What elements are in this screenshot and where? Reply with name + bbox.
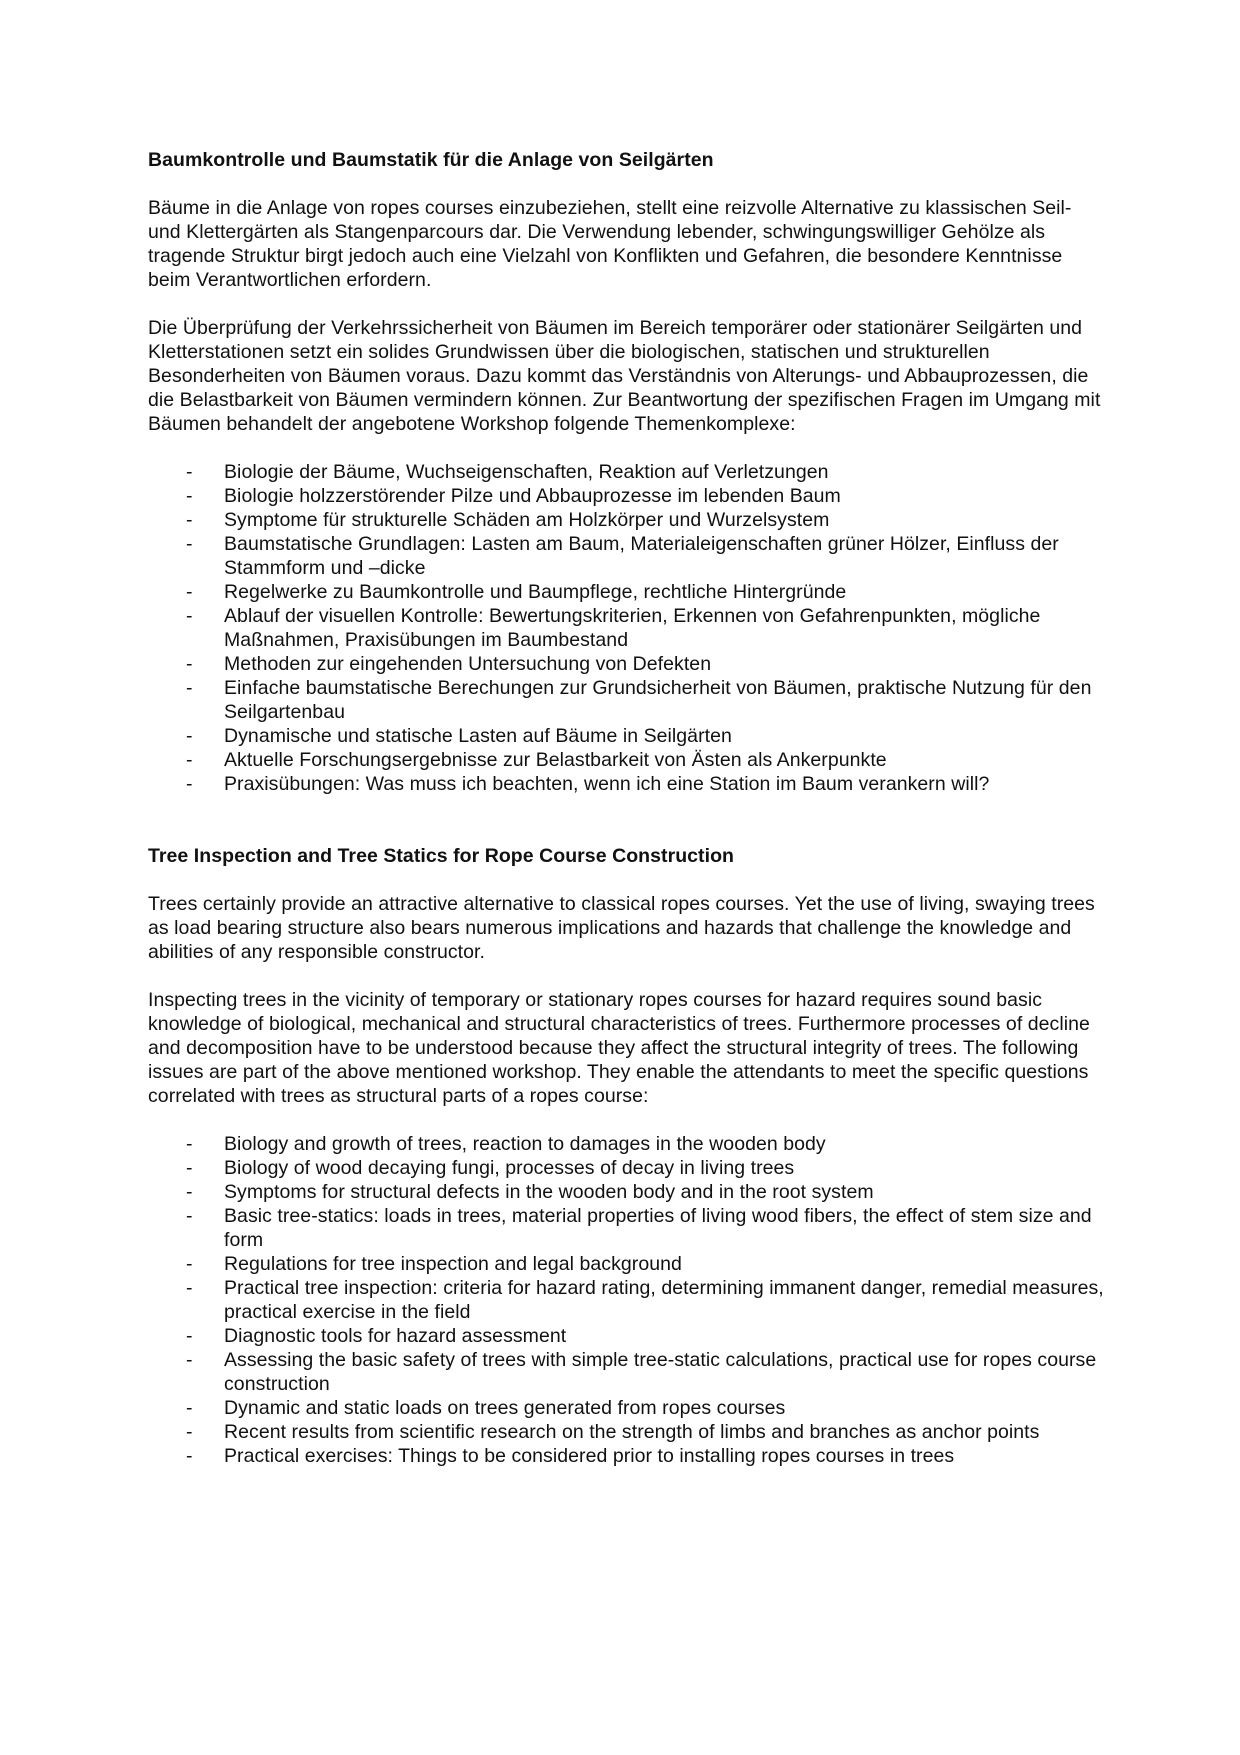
list-item-text: Regelwerke zu Baumkontrolle und Baumpflege, rechtliche Hintergründe (224, 581, 847, 603)
list-item (148, 1132, 1108, 1156)
list-item-text: Biology and growth of trees, reaction to damages in the wooden body (224, 1133, 826, 1155)
bullet-dash: - (186, 1181, 193, 1203)
list-item (148, 532, 1108, 580)
bullet-dash: - (186, 1349, 193, 1371)
list-item (148, 1420, 1108, 1444)
bullet-dash: - (186, 677, 193, 699)
list-item-text: Ablauf der visuellen Kontrolle: Bewertungskriterien, Erkennen von Gefahrenpunkten, mögliche Maßnahmen, Praxisübungen im Baumbestand (224, 605, 1041, 651)
bullet-dash: - (186, 1397, 193, 1419)
bullet-dash: - (186, 509, 193, 531)
bullet-dash: - (186, 485, 193, 507)
bullet-list-german (148, 460, 1108, 796)
list-item (148, 580, 1108, 604)
list-item-text: Assessing the basic safety of trees with simple tree-static calculations, practical use for ropes course construction (224, 1349, 1097, 1395)
list-item (148, 724, 1108, 748)
document-page (148, 148, 1108, 1468)
bullet-dash: - (186, 533, 193, 555)
paragraph-german-details: Die Überprüfung der Verkehrssicherheit von Bäumen im Bereich temporärer oder stationärer Seilgärten und Kletterstationen setzt ein solides Grundwissen über die biologischen, statischen und strukturellen Besonderheiten von Bäumen voraus. Dazu kommt das Verständnis von Alterungs- und Abbauprozessen, die die Belastbarkeit von Bäumen vermindern können. Zur Beantwortung der spezifischen Fragen im Umgang mit Bäumen behandelt der angebotene Workshop folgende Themenkomplexe: (148, 317, 1101, 435)
list-item (148, 652, 1108, 676)
bullet-dash: - (186, 1133, 193, 1155)
list-item (148, 748, 1108, 772)
list-item-text: Dynamische und statische Lasten auf Bäume in Seilgärten (224, 725, 732, 747)
list-item-text: Symptome für strukturelle Schäden am Holzkörper und Wurzelsystem (224, 509, 830, 531)
bullet-dash: - (186, 1421, 193, 1443)
list-item (148, 1156, 1108, 1180)
bullet-dash: - (186, 1205, 193, 1227)
list-item (148, 460, 1108, 484)
list-item-text: Practical exercises: Things to be considered prior to installing ropes courses in trees (224, 1445, 955, 1467)
list-item-text: Dynamic and static loads on trees generated from ropes courses (224, 1397, 786, 1419)
list-item-text: Einfache baumstatische Berechungen zur Grundsicherheit von Bäumen, praktische Nutzung für den Seilgartenbau (224, 677, 1092, 723)
list-item-text: Praxisübungen: Was muss ich beachten, wenn ich eine Station im Baum verankern will? (224, 773, 990, 795)
list-item (148, 484, 1108, 508)
list-item (148, 1348, 1108, 1396)
bullet-list-english (148, 1132, 1108, 1468)
list-item-text: Practical tree inspection: criteria for hazard rating, determining immanent danger, remedial measures, practical exercise in the field (224, 1277, 1104, 1323)
list-item-text: Diagnostic tools for hazard assessment (224, 1325, 567, 1347)
bullet-dash: - (186, 773, 193, 795)
bullet-dash: - (186, 605, 193, 627)
list-item-text: Biologie der Bäume, Wuchseigenschaften, Reaktion auf Verletzungen (224, 461, 829, 483)
list-item-text: Biologie holzzerstörender Pilze und Abbauprozesse im lebenden Baum (224, 485, 841, 507)
bullet-dash: - (186, 1253, 193, 1275)
bullet-dash: - (186, 653, 193, 675)
bullet-dash: - (186, 581, 193, 603)
list-item-text: Methoden zur eingehenden Untersuchung von Defekten (224, 653, 712, 675)
bullet-dash: - (186, 1325, 193, 1347)
section-german (148, 148, 1108, 796)
list-item-text: Baumstatische Grundlagen: Lasten am Baum, Materialeigenschaften grüner Hölzer, Einfluss der Stammform und –dicke (224, 533, 1059, 579)
list-item-text: Aktuelle Forschungsergebnisse zur Belastbarkeit von Ästen als Ankerpunkte (224, 749, 887, 771)
list-item-text: Biology of wood decaying fungi, processes of decay in living trees (224, 1157, 795, 1179)
bullet-dash: - (186, 1277, 193, 1299)
section-title-german: Baumkontrolle und Baumstatik für die Anlage von Seilgärten (148, 149, 714, 171)
list-item (148, 1276, 1108, 1324)
section-english (148, 844, 1108, 1468)
list-item (148, 1180, 1108, 1204)
list-item-text: Symptoms for structural defects in the wooden body and in the root system (224, 1181, 874, 1203)
bullet-dash: - (186, 1157, 193, 1179)
list-item (148, 1324, 1108, 1348)
paragraph-english-details: Inspecting trees in the vicinity of temporary or stationary ropes courses for hazard requires sound basic knowledge of biological, mechanical and structural characteristics of trees. Furthermore processes of decline and decomposition have to be understood because they affect the structural integrity of trees. The following issues are part of the above mentioned workshop. They enable the attendants to meet the specific questions correlated with trees as structural parts of a ropes course: (148, 989, 1090, 1107)
list-item-text: Regulations for tree inspection and legal background (224, 1253, 682, 1275)
list-item (148, 1252, 1108, 1276)
bullet-dash: - (186, 461, 193, 483)
list-item (148, 1204, 1108, 1252)
list-item-text: Basic tree-statics: loads in trees, material properties of living wood fibers, the effect of stem size and form (224, 1205, 1092, 1251)
paragraph-english-intro: Trees certainly provide an attractive alternative to classical ropes courses. Yet the use of living, swaying trees as load bearing structure also bears numerous implications and hazards that challenge the knowledge and abilities of any responsible constructor. (148, 893, 1095, 963)
list-item (148, 1444, 1108, 1468)
paragraph-german-intro: Bäume in die Anlage von ropes courses einzubeziehen, stellt eine reizvolle Alternative zu klassischen Seil- und Klettergärten als Stangenparcours dar. Die Verwendung lebender, schwingungswilliger Gehölze als tragende Struktur birgt jedoch auch eine Vielzahl von Konflikten und Gefahren, die besondere Kenntnisse beim Verantwortlichen erfordern. (148, 197, 1072, 291)
list-item (148, 508, 1108, 532)
list-item (148, 604, 1108, 652)
bullet-dash: - (186, 749, 193, 771)
list-item-text: Recent results from scientific research on the strength of limbs and branches as anchor points (224, 1421, 1040, 1443)
list-item (148, 676, 1108, 724)
list-item (148, 772, 1108, 796)
section-title-english: Tree Inspection and Tree Statics for Rope Course Construction (148, 845, 734, 867)
bullet-dash: - (186, 725, 193, 747)
list-item (148, 1396, 1108, 1420)
bullet-dash: - (186, 1445, 193, 1467)
